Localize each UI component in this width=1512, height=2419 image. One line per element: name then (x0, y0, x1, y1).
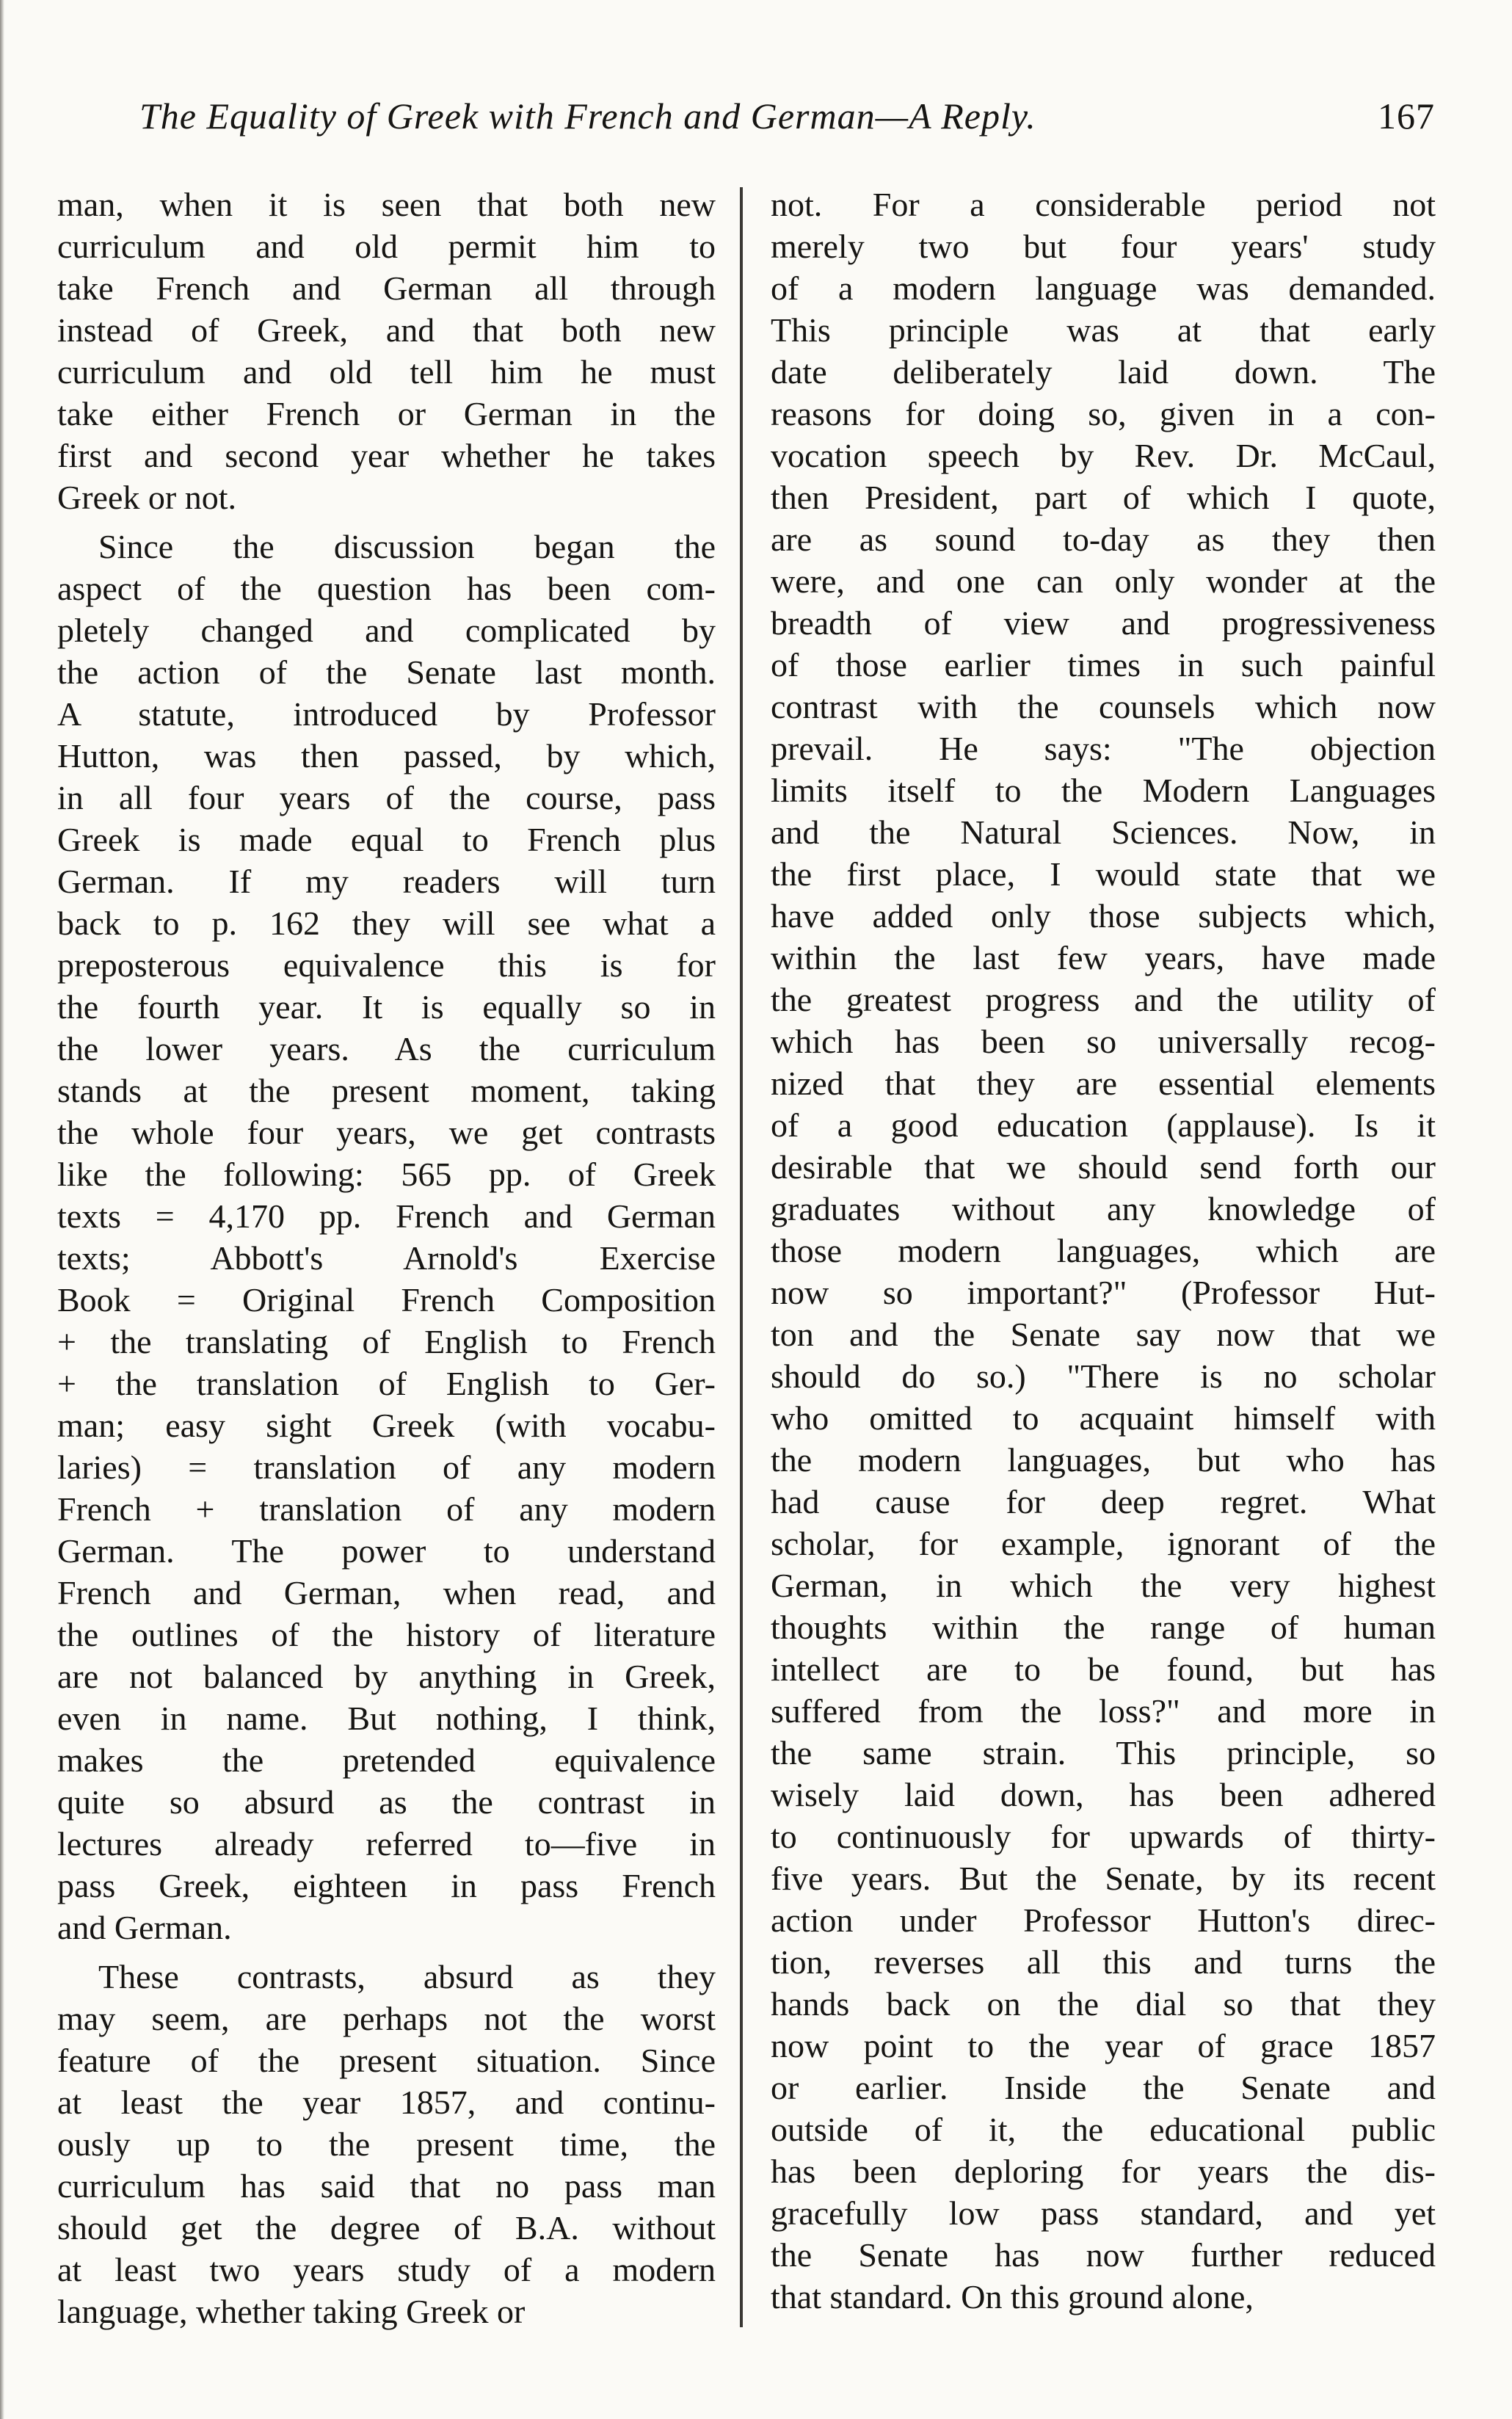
running-header (132, 87, 1435, 145)
text-line: take either French or German in the (57, 395, 716, 432)
text-line: thoughts within the range of human (771, 1609, 1436, 1646)
text-line: and the Natural Sciences. Now, in (771, 813, 1436, 851)
text-line: contrast with the counsels which now (771, 688, 1436, 725)
text-line: even in name. But nothing, I think, (57, 1700, 716, 1737)
text-line: intellect are to be found, but has (771, 1650, 1436, 1688)
text-line: should do so.) "There is no scholar (771, 1357, 1436, 1395)
text-line: of a modern language was demanded. (771, 269, 1436, 307)
text-line: curriculum and old permit him to (57, 228, 716, 265)
text-line: feature of the present situation. Since (57, 2042, 716, 2079)
text-line: the outlines of the history of literature (57, 1616, 716, 1653)
text-line: had cause for deep regret. What (771, 1483, 1436, 1520)
text-line: texts = 4,170 pp. French and German (57, 1197, 716, 1235)
text-line: date deliberately laid down. The (771, 353, 1436, 391)
text-line: at least the year 1857, and continu- (57, 2083, 716, 2121)
text-line: + the translation of English to Ger- (57, 1365, 716, 1402)
text-line: the greatest progress and the utility of (771, 981, 1436, 1018)
text-line: outside of it, the educational public (771, 2111, 1436, 2148)
text-line: have added only those subjects which, (771, 897, 1436, 935)
text-line: the fourth year. It is equally so in (57, 988, 716, 1026)
text-line: Book = Original French Composition (57, 1281, 716, 1319)
text-line: of a good education (applause). Is it (771, 1106, 1436, 1144)
running-title: The Equality of Greek with French and German—A Reply. (139, 95, 1036, 137)
text-line: lectures already referred to—five in (57, 1825, 716, 1863)
text-line: merely two but four years' study (771, 228, 1436, 265)
text-line: then President, part of which I quote, (771, 479, 1436, 516)
text-line: were, and one can only wonder at the (771, 562, 1436, 600)
text-line: limits itself to the Modern Languages (771, 772, 1436, 809)
text-line: back to p. 162 they will see what a (57, 904, 716, 942)
text-line: first and second year whether he takes (57, 437, 716, 474)
text-line: preposterous equivalence this is for (57, 946, 716, 984)
text-line: suffered from the loss?" and more in (771, 1692, 1436, 1730)
text-line: breadth of view and progressiveness (771, 604, 1436, 642)
text-line: the same strain. This principle, so (771, 1734, 1436, 1771)
text-line: prevail. He says: "The objection (771, 730, 1436, 767)
text-line: pletely changed and complicated by (57, 612, 716, 649)
text-line: ton and the Senate say now that we (771, 1316, 1436, 1353)
text-line: the lower years. As the curriculum (57, 1030, 716, 1067)
text-line: German, in which the very highest (771, 1567, 1436, 1604)
text-line: Hutton, was then passed, by which, (57, 737, 716, 775)
text-line: pass Greek, eighteen in pass French (57, 1867, 716, 1904)
text-line: of those earlier times in such painful (771, 646, 1436, 683)
text-line: the modern languages, but who has (771, 1441, 1436, 1479)
text-line: may seem, are perhaps not the worst (57, 2000, 716, 2037)
text-line: reasons for doing so, given in a con- (771, 395, 1436, 432)
text-line: and German. (57, 1909, 232, 1946)
text-line: desirable that we should send forth our (771, 1148, 1436, 1186)
text-line: should get the degree of B.A. without (57, 2209, 716, 2246)
text-line: ously up to the present time, the (57, 2125, 716, 2163)
text-line: curriculum has said that no pass man (57, 2167, 716, 2205)
text-line: are as sound to-day as they then (771, 521, 1436, 558)
text-line: now so important?" (Professor Hut- (771, 1274, 1436, 1311)
left-text-column (57, 184, 716, 2357)
text-line: the first place, I would state that we (771, 855, 1436, 893)
text-line: five years. But the Senate, by its recent (771, 1860, 1436, 1897)
right-text-column (771, 184, 1436, 2357)
text-line: like the following: 565 pp. of Greek (57, 1156, 716, 1193)
text-line: aspect of the question has been com- (57, 570, 716, 607)
text-line: hands back on the dial so that they (771, 1985, 1436, 2023)
text-line: or earlier. Inside the Senate and (771, 2069, 1436, 2106)
text-line: instead of Greek, and that both new (57, 311, 716, 349)
text-line: at least two years study of a modern (57, 2251, 716, 2288)
text-line: now point to the year of grace 1857 (771, 2027, 1436, 2064)
text-line: that standard. On this ground alone, (771, 2278, 1254, 2315)
text-line: This principle was at that early (771, 311, 1436, 349)
text-line: texts; Abbott's Arnold's Exercise (57, 1239, 716, 1277)
text-line: wisely laid down, has been adhered (771, 1776, 1436, 1813)
text-line: tion, reverses all this and turns the (771, 1943, 1436, 1981)
text-line: A statute, introduced by Professor (57, 695, 716, 733)
text-line: German. The power to understand (57, 1532, 716, 1570)
text-line: the action of the Senate last month. (57, 653, 716, 691)
text-line: which has been so universally recog- (771, 1023, 1436, 1060)
text-line: vocation speech by Rev. Dr. McCaul, (771, 437, 1436, 474)
text-line: Greek is made equal to French plus (57, 821, 716, 858)
text-line: curriculum and old tell him he must (57, 353, 716, 391)
text-line: French and German, when read, and (57, 1574, 716, 1611)
text-line: These contrasts, absurd as they (98, 1958, 716, 1995)
text-line: + the translating of English to French (57, 1323, 716, 1360)
text-line: who omitted to acquaint himself with (771, 1399, 1436, 1437)
text-line: scholar, for example, ignorant of the (771, 1525, 1436, 1562)
text-line: gracefully low pass standard, and yet (771, 2194, 1436, 2232)
text-line: action under Professor Hutton's direc- (771, 1901, 1436, 1939)
text-line: not. For a considerable period not (771, 186, 1436, 223)
text-line: man, when it is seen that both new (57, 186, 716, 223)
column-rule (740, 187, 743, 2327)
text-line: makes the pretended equivalence (57, 1741, 716, 1779)
text-line: has been deploring for years the dis- (771, 2153, 1436, 2190)
text-line: take French and German all through (57, 269, 716, 307)
text-line: to continuously for upwards of thirty- (771, 1818, 1436, 1855)
text-line: stands at the present moment, taking (57, 1072, 716, 1109)
page-edge-shadow (0, 0, 4, 2419)
text-line: the Senate has now further reduced (771, 2236, 1436, 2274)
text-line: Greek or not. (57, 479, 236, 516)
text-line: within the last few years, have made (771, 939, 1436, 976)
text-line: language, whether taking Greek or (57, 2293, 526, 2330)
text-line: German. If my readers will turn (57, 863, 716, 900)
page-number: 167 (1378, 95, 1435, 137)
text-line: nized that they are essential elements (771, 1065, 1436, 1102)
text-line: quite so absurd as the contrast in (57, 1783, 716, 1821)
text-line: laries) = translation of any modern (57, 1448, 716, 1486)
text-line: those modern languages, which are (771, 1232, 1436, 1269)
text-line: French + translation of any modern (57, 1490, 716, 1528)
text-line: Since the discussion began the (98, 528, 716, 565)
text-line: in all four years of the course, pass (57, 779, 716, 816)
text-line: the whole four years, we get contrasts (57, 1114, 716, 1151)
text-line: are not balanced by anything in Greek, (57, 1658, 716, 1695)
text-line: graduates without any knowledge of (771, 1190, 1436, 1227)
text-line: man; easy sight Greek (with vocabu- (57, 1407, 716, 1444)
